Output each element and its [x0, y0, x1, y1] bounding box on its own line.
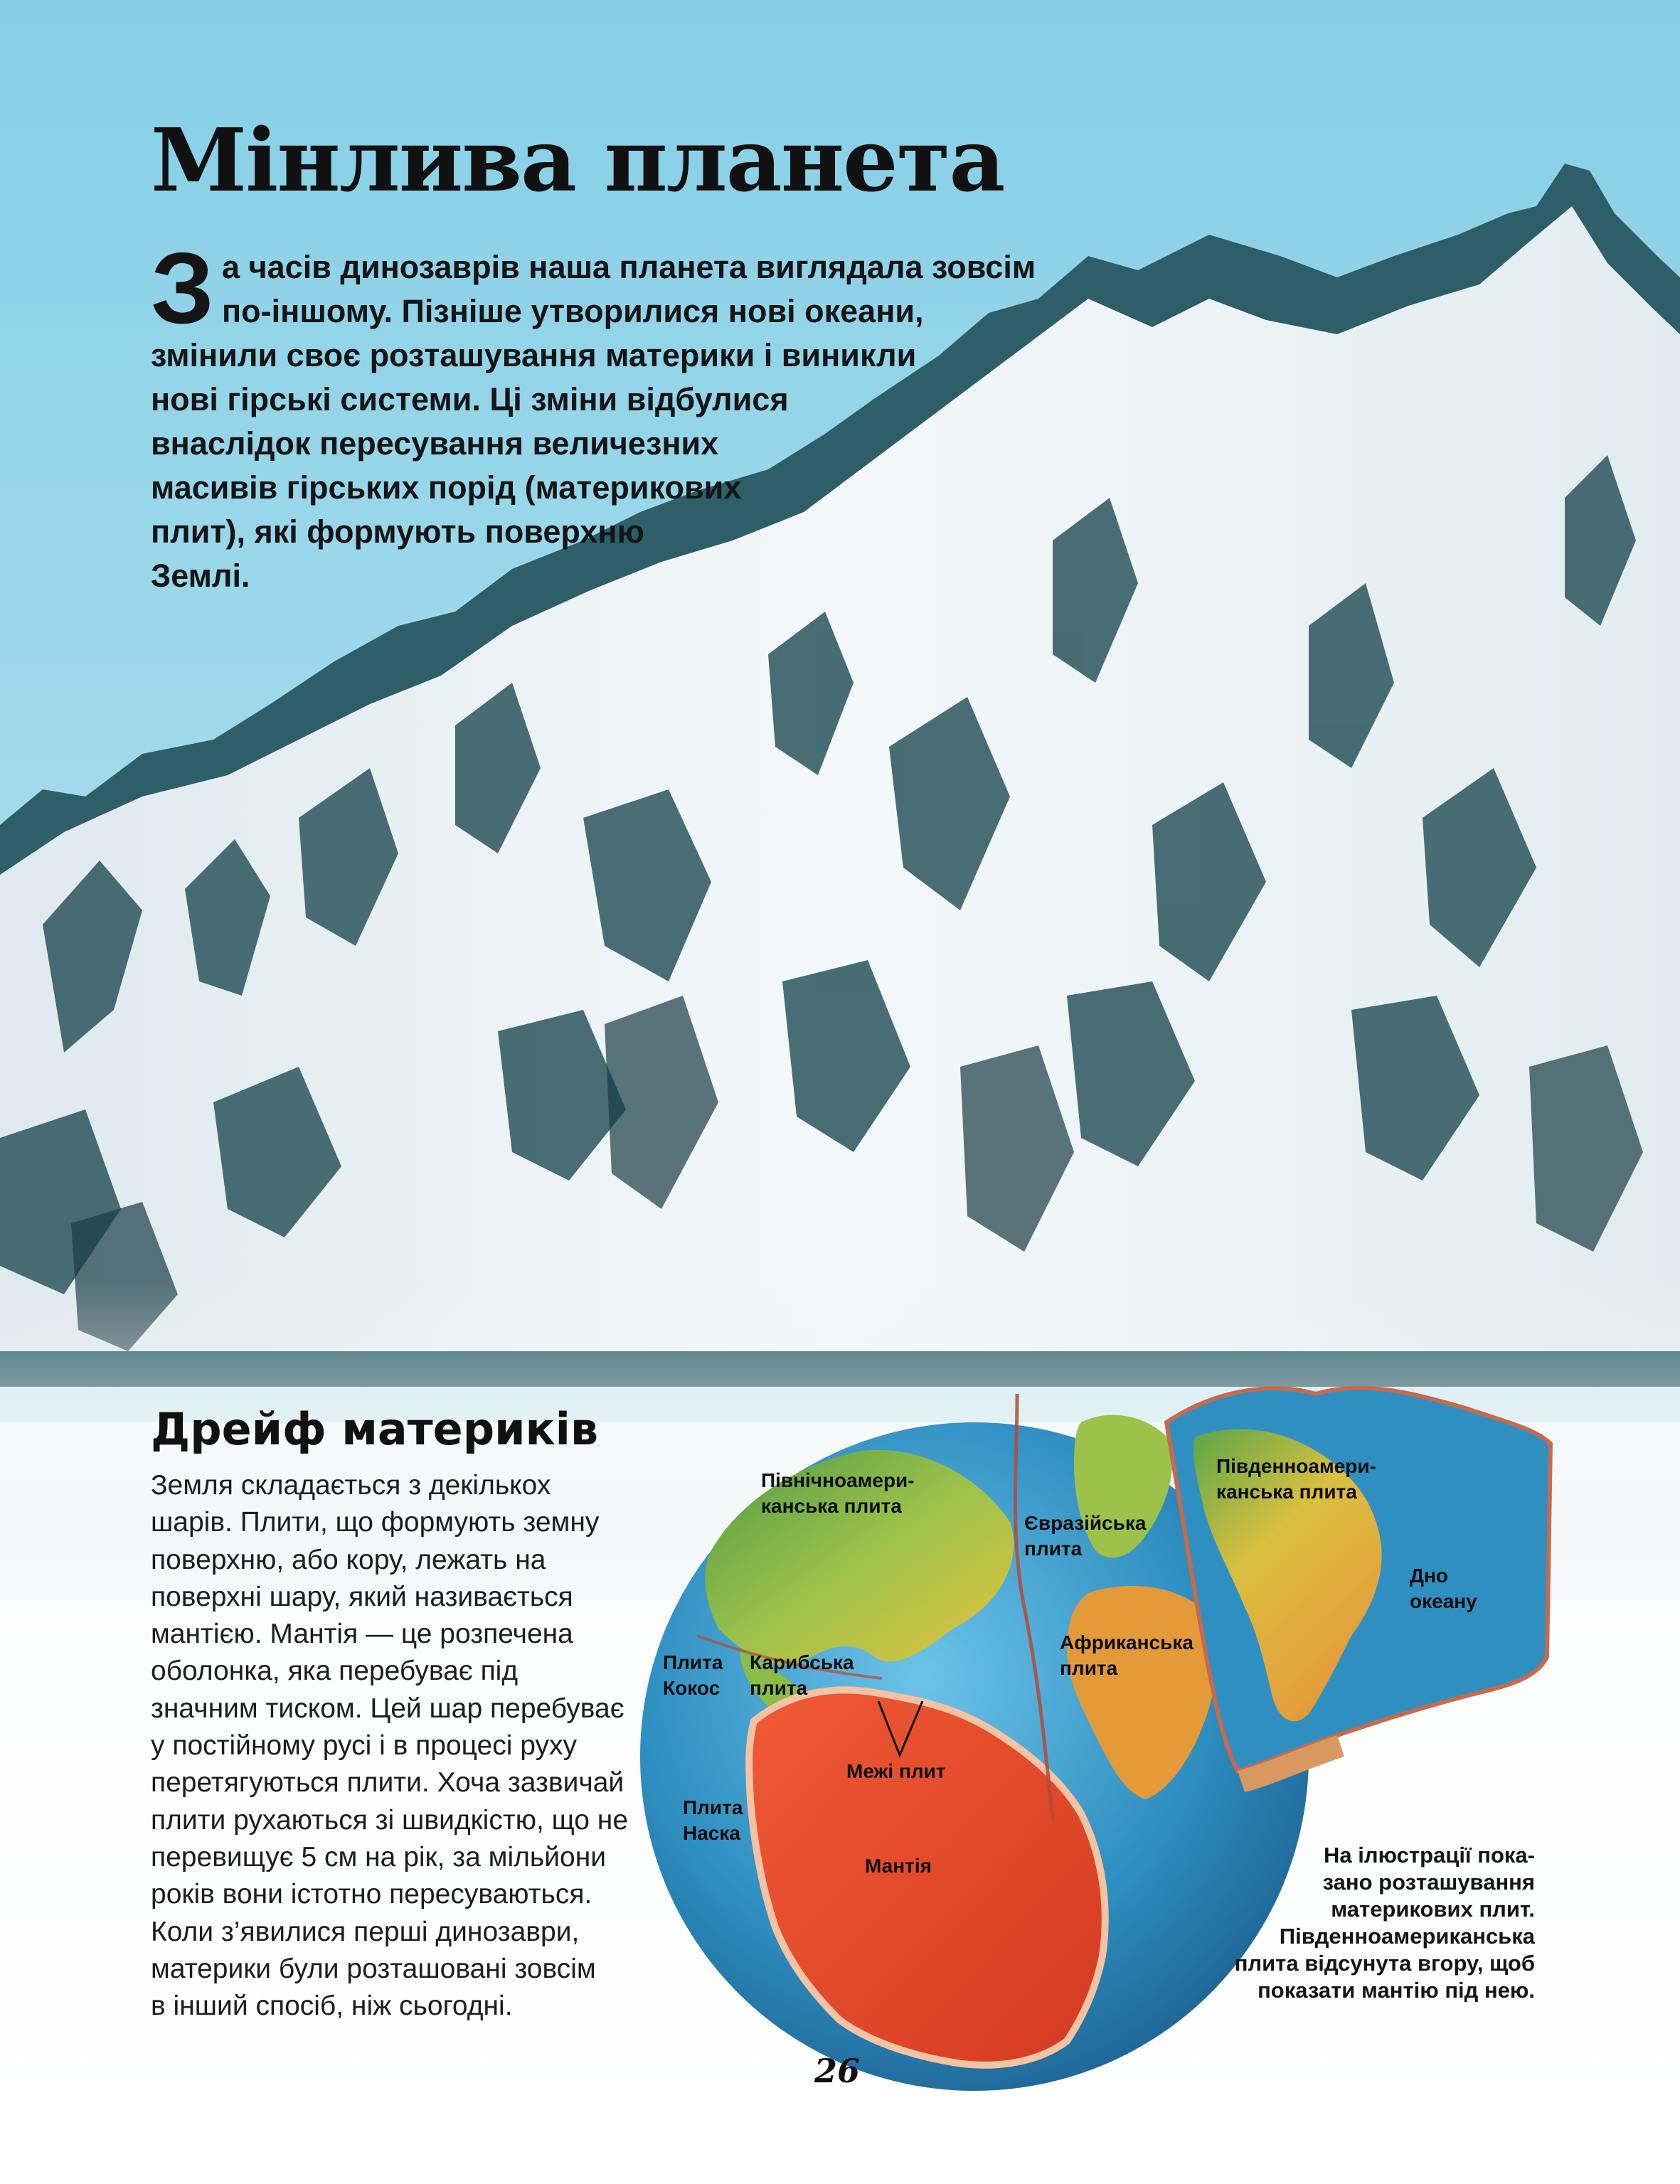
label-line: Північноамери- [761, 1469, 915, 1491]
body-line: поверхні шару, який називається [151, 1581, 573, 1612]
body-line: років вони істотно пересуваються. [151, 1879, 592, 1910]
label-line: океану [1410, 1590, 1477, 1612]
caption-line: материкових плит. [1331, 1897, 1535, 1922]
label-north-american-plate [761, 1468, 915, 1519]
body-line: мантією. Мантія — це розпечена [151, 1619, 573, 1650]
intro-paragraph [151, 232, 1075, 598]
intro-line: змінили своє розташування материки і виникли [151, 337, 917, 373]
label-cocos-plate [663, 1650, 723, 1701]
body-line: у постійному русі і в процесі руху [151, 1730, 577, 1762]
intro-line: внаслідок пересування величезних [151, 425, 719, 462]
intro-line: Землі. [151, 558, 250, 594]
intro-line: нові гірські системи. Ці зміни відбулися [151, 381, 789, 417]
label-line: Дно [1410, 1565, 1448, 1587]
label-line: Євразійська [1024, 1512, 1147, 1534]
page-number: 26 [814, 2052, 861, 2090]
label-caribbean-plate [750, 1650, 854, 1701]
body-line: Земля складається з декількох [151, 1470, 551, 1501]
label-line: канська плита [1216, 1481, 1357, 1503]
label-line: Південноамери- [1216, 1455, 1376, 1477]
body-line: перетягуються плити. Хоча зазвичай [151, 1767, 624, 1799]
caption-line: На ілюстрації пока- [1324, 1843, 1535, 1868]
body-line: оболонка, яка перебуває під [151, 1656, 519, 1687]
intro-line: масивів гірських порід (материкових [151, 469, 742, 506]
label-line: плита [750, 1677, 808, 1699]
page-title: Мінлива планета [151, 109, 1004, 211]
section-title: Дрейф материків [151, 1403, 599, 1455]
label-line: канська плита [761, 1495, 902, 1517]
drop-cap: З [151, 232, 214, 345]
label-line: Наска [683, 1822, 740, 1844]
label-line: Африканська [1060, 1631, 1193, 1653]
body-line: в інший спосіб, ніж сьогодні. [151, 1991, 513, 2022]
label-plate-boundaries [846, 1759, 946, 1784]
label-african-plate [1060, 1630, 1193, 1681]
label-line: Плита [663, 1651, 723, 1673]
label-mantle [865, 1853, 932, 1879]
label-south-american-plate [1216, 1454, 1376, 1505]
section-body [151, 1467, 628, 2025]
intro-line: плит), які формують поверхню [151, 513, 644, 550]
body-line: значним тиском. Цей шар перебуває [151, 1693, 624, 1724]
caption-line: зано розташування [1322, 1870, 1535, 1895]
caption-line: плита відсунута вгору, щоб [1234, 1951, 1535, 1976]
label-line: плита [1060, 1657, 1118, 1679]
body-line: Коли з’явилися перші динозаври, [151, 1916, 580, 1947]
body-line: поверхню, або кору, лежать на [151, 1544, 546, 1575]
illustration-caption [1235, 1842, 1535, 2004]
intro-line: по-іншому. Пізніше утворилися нові океани, [222, 293, 924, 329]
caption-line: Південноамериканська [1279, 1924, 1535, 1949]
label-eurasian-plate [1024, 1511, 1146, 1562]
intro-line: а часів динозаврів наша планета виглядала зовсім [222, 249, 1036, 285]
label-line: Кокос [663, 1677, 721, 1699]
label-line: плита [1024, 1538, 1083, 1560]
body-line: плити рухаються зі швидкістю, що не [151, 1804, 629, 1836]
caption-line: показати мантію під нею. [1258, 1978, 1535, 2003]
body-line: перевищує 5 см на рік, за мільйони [151, 1841, 607, 1873]
label-line: Карибська [750, 1651, 854, 1673]
body-line: материки були розташовані зовсім [151, 1953, 596, 1984]
body-line: шарів. Плити, що формують земну [151, 1507, 600, 1538]
label-line: Плита [683, 1796, 743, 1818]
label-nazca-plate [683, 1795, 743, 1846]
label-line: Мантія [865, 1855, 932, 1877]
label-ocean-floor [1410, 1563, 1477, 1614]
label-line: Межі плит [846, 1760, 946, 1782]
